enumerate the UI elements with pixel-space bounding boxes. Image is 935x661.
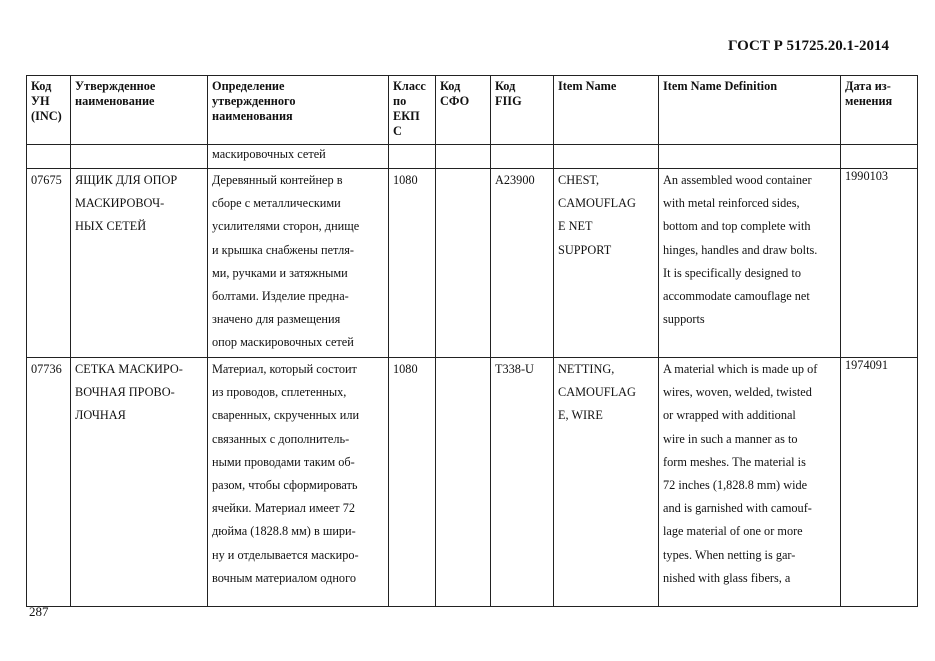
cell-code: 07675 <box>27 169 71 358</box>
continuation-definition: маскировочных сетей <box>208 145 389 169</box>
col-header-definition: Определение утвержденного наименования <box>208 76 389 145</box>
cell-definition: Деревянный контейнер в сборе с металлическими усилителями сторон, днище и крышка снабжены петля- ми, ручками и затяжными болтами. Изделие предна- значено для размещения опор маскировочных сетей <box>208 169 389 358</box>
cell-item-definition: An assembled wood container with metal reinforced sides, bottom and top complete with hinges, handles and draw bolts. It is specifically designed to accommodate camouflage net supports <box>659 169 841 358</box>
catalog-table <box>26 75 918 607</box>
col-header-date: Дата из- менения <box>841 76 918 145</box>
col-header-name: Утвержденное наименование <box>71 76 208 145</box>
cell-definition: Материал, который состоит из проводов, сплетенных, сваренных, скрученных или связанных с дополнитель- ными проводами таким об- разом, чтобы сформировать ячейки. Материал имеет 72 дюйма (1828.8 мм) в шири- ну и отделывается маскиро- вочным материалом одного <box>208 358 389 607</box>
cell-code: 07736 <box>27 358 71 607</box>
cell-ekps-class: 1080 <box>389 169 436 358</box>
cell-name: СЕТКА МАСКИРО- ВОЧНАЯ ПРОВО- ЛОЧНАЯ <box>71 358 208 607</box>
cell-ekps-class: 1080 <box>389 358 436 607</box>
standard-code: ГОСТ Р 51725.20.1-2014 <box>727 38 889 54</box>
cell-fiig: T338-U <box>491 358 554 607</box>
cell-date: 1974091 <box>841 358 918 607</box>
cell-sfo <box>436 358 491 607</box>
col-header-sfo: Код СФО <box>436 76 491 145</box>
table-row <box>27 358 918 607</box>
col-header-fiig: Код FIIG <box>491 76 554 145</box>
page-number: 287 <box>29 604 49 619</box>
continuation-row <box>27 145 918 169</box>
cell-item-name: NETTING, CAMOUFLAG E, WIRE <box>554 358 659 607</box>
col-header-item-definition: Item Name Definition <box>659 76 841 145</box>
header-row <box>27 76 918 145</box>
cell-sfo <box>436 169 491 358</box>
cell-item-definition: A material which is made up of wires, woven, welded, twisted or wrapped with additional wire in such a manner as to form meshes. The material is 72 inches (1,828.8 mm) wide and is garnished with camouf- lage material of one or more types. When netting is gar- nished with glass fibers, a <box>659 358 841 607</box>
col-header-item-name: Item Name <box>554 76 659 145</box>
cell-name: ЯЩИК ДЛЯ ОПОР МАСКИРОВОЧ- НЫХ СЕТЕЙ <box>71 169 208 358</box>
table-row <box>27 169 918 358</box>
col-header-ekps-class: Класс по ЕКП С <box>389 76 436 145</box>
cell-item-name: CHEST, CAMOUFLAG E NET SUPPORT <box>554 169 659 358</box>
col-header-code: Код УН (INC) <box>27 76 71 145</box>
cell-date: 1990103 <box>841 169 918 358</box>
cell-fiig: A23900 <box>491 169 554 358</box>
